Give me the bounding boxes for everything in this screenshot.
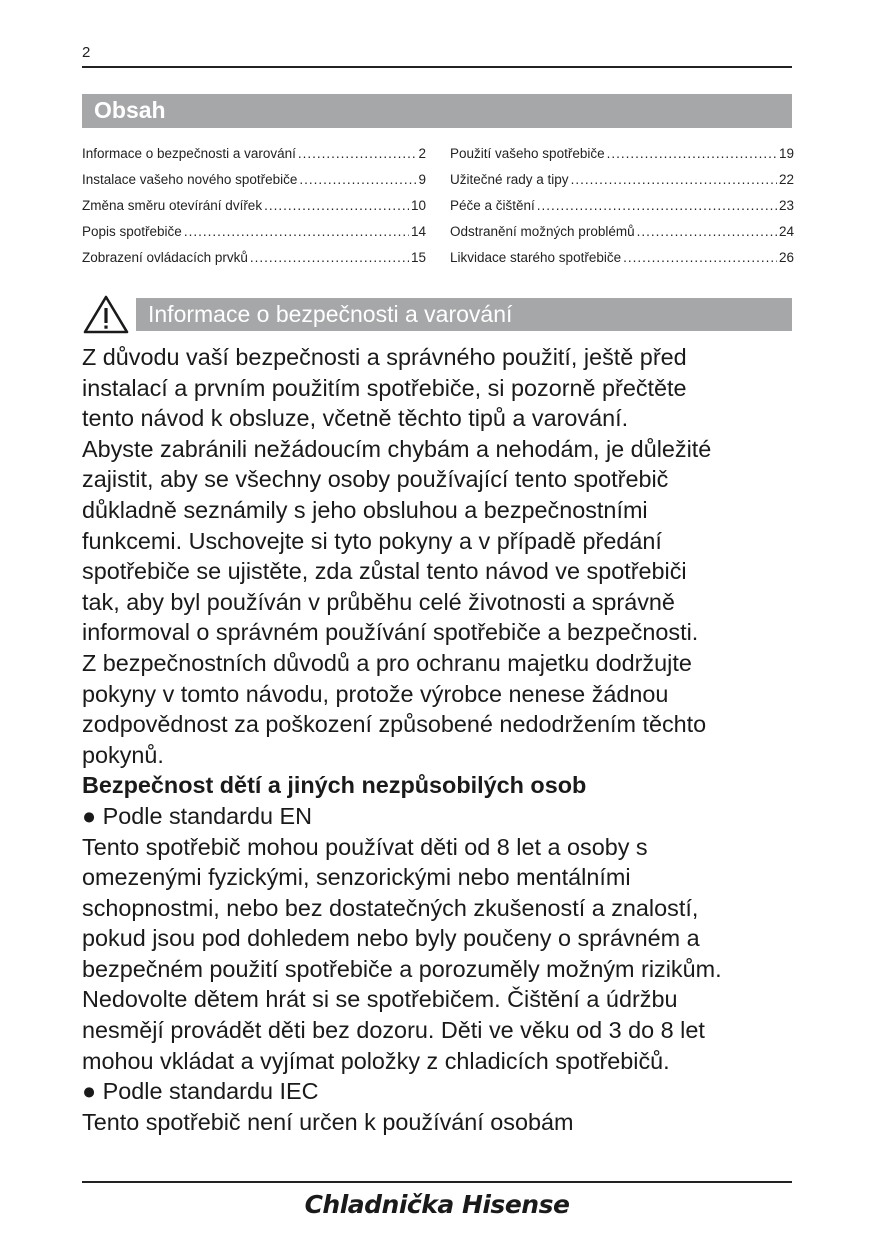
toc-right-column: [450, 146, 794, 276]
paragraph-line: pokynů.: [82, 741, 164, 768]
section-header: [136, 298, 792, 331]
toc-entry-page: 22: [778, 172, 794, 187]
toc-entry[interactable]: [82, 198, 426, 224]
bullet-iec: ● Podle standardu IEC: [82, 1078, 319, 1105]
toc-entry-page: 9: [418, 172, 426, 187]
body-text: [82, 342, 822, 1137]
paragraph-line: bezpečném použití spotřebiče a porozuměly možným rizikům.: [82, 955, 722, 982]
toc-entry[interactable]: [82, 224, 426, 250]
paragraph-line: informoval o správném používání spotřebiče a bezpečnosti.: [82, 619, 699, 646]
warning-triangle-icon: [83, 294, 129, 334]
paragraph-line: zajistit, aby se všechny osoby používající tento spotřebič: [82, 466, 669, 493]
paragraph-line: schopnostmi, nebo bez dostatečných zkušeností a znalostí,: [82, 894, 699, 921]
toc-leader-dots: [299, 172, 416, 187]
toc-entry-title: Informace o bezpečnosti a varování: [82, 146, 296, 161]
paragraph-line: pokyny v tomto návodu, protože výrobce nenese žádnou: [82, 680, 669, 707]
toc-entry[interactable]: [450, 250, 794, 276]
header-divider: [82, 66, 792, 68]
toc-entry-page: 14: [410, 224, 426, 239]
paragraph-line: pokud jsou pod dohledem nebo byly poučeny o správném a: [82, 925, 700, 952]
footer-divider: [82, 1181, 792, 1183]
toc-title: Obsah: [94, 97, 166, 123]
paragraph-line: důkladně seznámily s jeho obsluhou a bezpečnostními: [82, 496, 648, 523]
toc-header: [82, 94, 792, 128]
toc-entry-page: 24: [778, 224, 794, 239]
paragraph-line: nesmějí provádět děti bez dozoru. Děti ve věku od 3 do 8 let: [82, 1017, 705, 1044]
paragraph-line: Tento spotřebič není určen k používání osobám: [82, 1108, 574, 1135]
toc-entry-page: 23: [778, 198, 794, 213]
toc-entry-title: Užitečné rady a tipy: [450, 172, 569, 187]
toc-entry-page: 15: [410, 250, 426, 265]
toc-entry[interactable]: [450, 146, 794, 172]
toc-entry-page: 19: [778, 146, 794, 161]
toc-left-column: [82, 146, 426, 276]
paragraph-line: tak, aby byl používán v průběhu celé životnosti a správně: [82, 588, 675, 615]
toc-entry-title: Popis spotřebiče: [82, 224, 182, 239]
toc-entry[interactable]: [450, 224, 794, 250]
paragraph-line: spotřebiče se ujistěte, zda zůstal tento návod ve spotřebiči: [82, 558, 687, 585]
toc-entry-page: 10: [410, 198, 426, 213]
toc-entry[interactable]: [82, 250, 426, 276]
paragraph-line: Nedovolte dětem hrát si se spotřebičem. Čištění a údržbu: [82, 986, 678, 1013]
toc-leader-dots: [623, 250, 777, 265]
paragraph-line: mohou vkládat a vyjímat položky z chladicích spotřebičů.: [82, 1047, 670, 1074]
page-number: 2: [82, 44, 91, 61]
toc-leader-dots: [184, 224, 409, 239]
paragraph-line: tento návod k obsluze, včetně těchto tipů a varování.: [82, 405, 629, 432]
toc-entry-title: Zobrazení ovládacích prvků: [82, 250, 248, 265]
subheading: Bezpečnost dětí a jiných nezpůsobilých osob: [82, 772, 587, 799]
bullet-en: ● Podle standardu EN: [82, 802, 312, 829]
toc-leader-dots: [637, 224, 777, 239]
toc-entry-title: Použití vašeho spotřebiče: [450, 146, 605, 161]
paragraph-line: Z důvodu vaší bezpečnosti a správného použití, ještě před: [82, 344, 687, 370]
paragraph-line: funkcemi. Uschovejte si tyto pokyny a v případě předání: [82, 527, 662, 554]
toc-entry[interactable]: [450, 198, 794, 224]
toc-entry-title: Likvidace starého spotřebiče: [450, 250, 622, 265]
toc-entry-page: 26: [778, 250, 794, 265]
toc-entry[interactable]: [82, 172, 426, 198]
toc-entry-title: Instalace vašeho nového spotřebiče: [82, 172, 298, 187]
section-title: Informace o bezpečnosti a varování: [148, 301, 513, 327]
footer-brand: Chladnička Hisense: [304, 1190, 570, 1219]
paragraph-line: Abyste zabránili nežádoucím chybám a nehodám, je důležité: [82, 435, 712, 462]
toc-entry[interactable]: [450, 172, 794, 198]
paragraph-line: omezenými fyzickými, senzorickými nebo mentálními: [82, 864, 631, 891]
paragraph-line: instalací a prvním použitím spotřebiče, si pozorně přečtěte: [82, 374, 687, 401]
toc-leader-dots: [571, 172, 777, 187]
paragraph-line: Tento spotřebič mohou používat děti od 8 let a osoby s: [82, 833, 648, 860]
toc-leader-dots: [298, 146, 417, 161]
toc-entry-title: Odstranění možných problémů: [450, 224, 635, 239]
toc-leader-dots: [264, 198, 409, 213]
toc-entry[interactable]: [82, 146, 426, 172]
toc-leader-dots: [250, 250, 409, 265]
toc-entry-page: 2: [418, 146, 426, 161]
toc-entry-title: Péče a čištění: [450, 198, 535, 213]
toc-leader-dots: [607, 146, 777, 161]
toc-leader-dots: [537, 198, 777, 213]
paragraph-line: Z bezpečnostních důvodů a pro ochranu majetku dodržujte: [82, 649, 692, 676]
paragraph-line: zodpovědnost za poškození způsobené nedodržením těchto: [82, 711, 707, 738]
toc-entry-title: Změna směru otevírání dvířek: [82, 198, 263, 213]
